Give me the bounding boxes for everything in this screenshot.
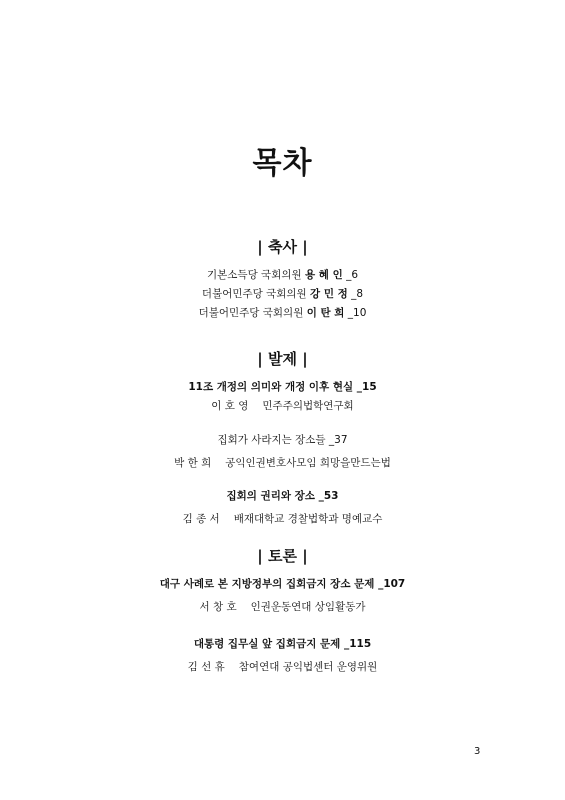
congrats-entry xyxy=(0,286,565,301)
entry-name: 이 탄 희 xyxy=(306,307,345,319)
entry-author: 이 호 영 xyxy=(211,400,249,412)
discussion-author xyxy=(0,659,565,674)
section-heading-congrats: | 축사 | xyxy=(257,238,308,256)
entry-page: _53 xyxy=(318,490,339,502)
discussion-title xyxy=(0,576,565,591)
entry-author: 김 종 서 xyxy=(182,513,220,525)
presentation-author xyxy=(0,455,565,470)
page-title: 목차 xyxy=(252,146,313,181)
entry-affiliation: 인권운동연대 상임활동가 xyxy=(250,601,366,613)
entry-name: 용 혜 인 xyxy=(304,269,343,281)
entry-page: _107 xyxy=(378,578,406,590)
presentation-title xyxy=(0,379,565,394)
entry-page: _115 xyxy=(343,638,372,650)
presentation-author xyxy=(0,511,565,526)
entry-org: 더불어민주당 국회의원 xyxy=(198,307,304,319)
entry-name: 강 민 정 xyxy=(310,288,348,300)
entry-affiliation: 배재대학교 경찰법학과 명예교수 xyxy=(233,513,383,525)
section-heading-discussion: | 토론 | xyxy=(257,547,308,565)
presentation-title xyxy=(0,488,565,503)
entry-org: 기본소득당 국회의원 xyxy=(207,269,302,281)
entry-author: 박 한 희 xyxy=(174,457,212,469)
entry-affiliation: 공익인권변호사모임 희망을만드는법 xyxy=(225,457,391,469)
entry-title: 11조 개정의 의미와 개정 이후 현실 xyxy=(188,381,354,393)
presentation-author xyxy=(0,398,565,413)
congrats-entry xyxy=(0,267,565,282)
entry-title: 대구 사례로 본 지방정부의 집회금지 장소 문제 xyxy=(159,578,375,590)
discussion-author xyxy=(0,599,565,614)
entry-page: _37 xyxy=(328,434,348,446)
discussion-title xyxy=(0,636,565,651)
entry-page: _6 xyxy=(346,269,358,281)
entry-page: _15 xyxy=(356,381,377,393)
congrats-entry xyxy=(0,305,565,320)
entry-title: 집회의 권리와 장소 xyxy=(226,490,315,502)
entry-affiliation: 참여연대 공익법센터 운영위원 xyxy=(238,661,378,673)
entry-org: 더불어민주당 국회의원 xyxy=(201,288,307,300)
section-heading-presentations: | 발제 | xyxy=(257,350,308,368)
entry-affiliation: 민주주의법학연구회 xyxy=(262,400,354,412)
page-number: 3 xyxy=(474,746,481,757)
entry-author: 김 선 휴 xyxy=(187,661,225,673)
entry-title: 대통령 집무실 앞 집회금지 문제 xyxy=(193,638,341,650)
entry-title: 집회가 사라지는 장소들 xyxy=(217,434,326,446)
entry-page: _8 xyxy=(351,288,364,300)
presentation-title xyxy=(0,432,565,447)
entry-page: _10 xyxy=(347,307,367,319)
entry-author: 서 창 호 xyxy=(199,601,237,613)
